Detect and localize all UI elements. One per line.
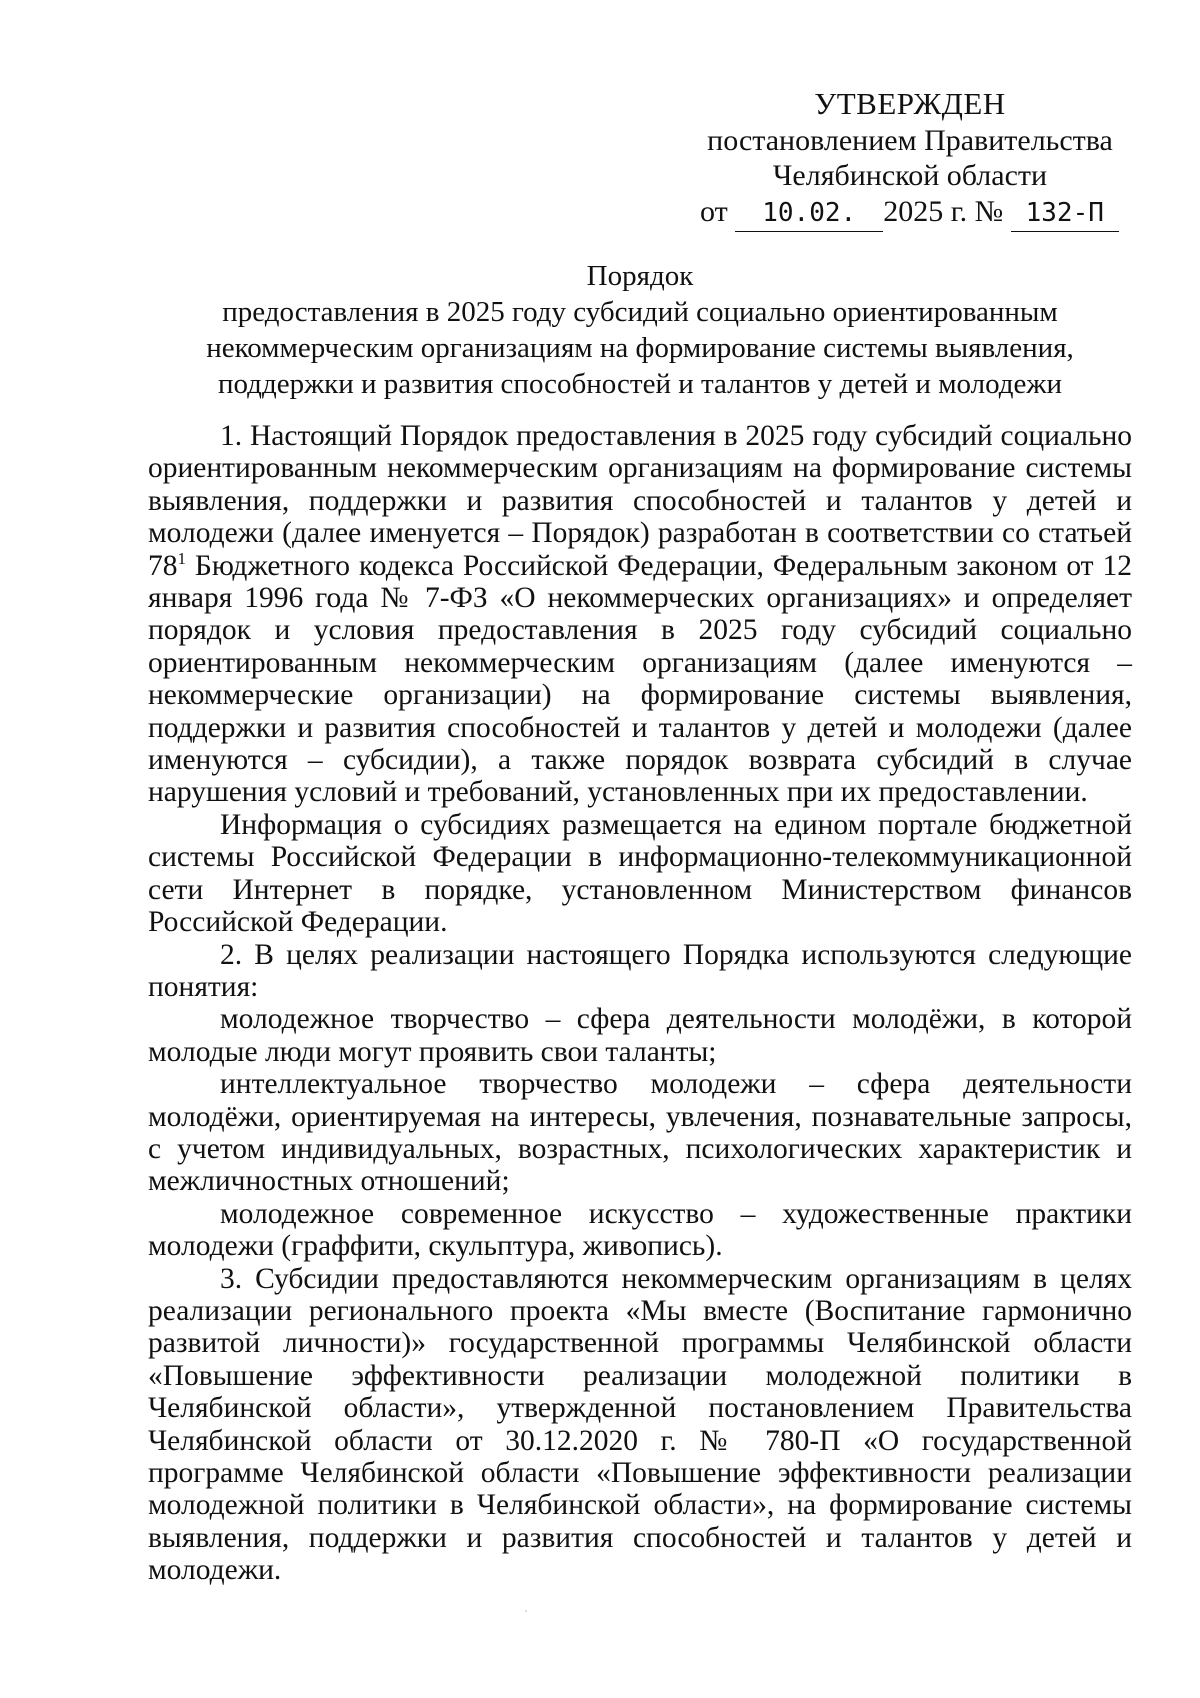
paragraph-7: 3. Субсидии предоставляются некоммерческим организациям в целях реализации регионального проекта «Мы вместе (Воспитание гармонично развитой личности)» государственной программы Челябинской области «Повышение эффективности реализации молодежной политики в Челябинской области», утвержденной постановлением Правительства Челябинской области от 30.12.2020 г. № 780-П «О государственной программе Челябинской области «Повышение эффективности реализации молодежной политики в Челябинской области», на формирование системы выявления, поддержки и развития способностей и талантов у детей и молодежи. — [148, 1262, 1132, 1587]
approval-heading: УТВЕРЖДЕН — [814, 86, 1006, 121]
document-body — [148, 420, 1132, 1587]
scan-speck — [525, 1610, 527, 1612]
year-and-number-label: 2025 г. № — [883, 195, 1004, 228]
paragraph-1-text-b: Бюджетного кодекса Российской Федерации, Федеральным законом от 12 января 1996 года № 7-ФЗ «О некоммерческих организациях» и определяет порядок и условия предоставления в 2025 году субсидий социально ориентированным некоммерческим организациям (далее именуются – некоммерческие организации) на формирование системы выявления, поддержки и развития способностей и талантов у детей и молодежи (далее именуются – субсидии), а также порядок возврата субсидий в случае нарушения условий и требований, установленных при их предоставлении. — [148, 549, 1132, 809]
document-title — [150, 258, 1130, 402]
date-field — [735, 194, 883, 232]
title-line-1: предоставления в 2025 году субсидий социально ориентированным — [222, 296, 1058, 328]
number-field — [1011, 194, 1119, 232]
from-label: от — [700, 195, 728, 228]
paragraph-3: 2. В целях реализации настоящего Порядка используются следующие понятия: — [148, 938, 1132, 1003]
paragraph-4: молодежное творчество – сфера деятельности молодёжи, в которой молодые люди могут проявить свои таланты; — [148, 1003, 1132, 1068]
approval-line-1: постановлением Правительства — [707, 124, 1113, 157]
article-superscript: 1 — [177, 548, 186, 568]
approval-date-line — [700, 194, 1120, 232]
title-heading: Порядок — [586, 260, 694, 292]
paragraph-2: Информация о субсидиях размещается на едином портале бюджетной системы Российской Федерации в информационно-телекоммуникационной сети Интернет в порядке, установленном Министерством финансов Российской Федерации. — [148, 808, 1132, 939]
paragraph-5: интеллектуальное творчество молодежи – сфера деятельности молодёжи, ориентируемая на интересы, увлечения, познавательные запросы, с учетом индивидуальных, возрастных, психологических характеристик и межличностных отношений; — [148, 1068, 1132, 1198]
date-value: 10.02. — [762, 198, 857, 228]
number-value: 132-П — [1025, 198, 1104, 228]
title-line-3: поддержки и развития способностей и талантов у детей и молодежи — [218, 368, 1062, 400]
paragraph-6: молодежное современное искусство – художественные практики молодежи (граффити, скульптура, живопись). — [148, 1197, 1132, 1263]
title-line-2: некоммерческим организациям на формирование системы выявления, — [206, 332, 1074, 364]
approval-line-2: Челябинской области — [772, 159, 1048, 192]
approval-block — [700, 86, 1120, 232]
paragraph-1-text-a: 1. Настоящий Порядок предоставления в 2025 году субсидий социально ориентированным некоммерческим организациям на формирование системы выявления, поддержки и развития способностей и талантов у детей и молодежи (далее именуется – Порядок) разработан в соответствии со статьей 78 — [148, 420, 1132, 582]
paragraph-1 — [148, 420, 1132, 809]
